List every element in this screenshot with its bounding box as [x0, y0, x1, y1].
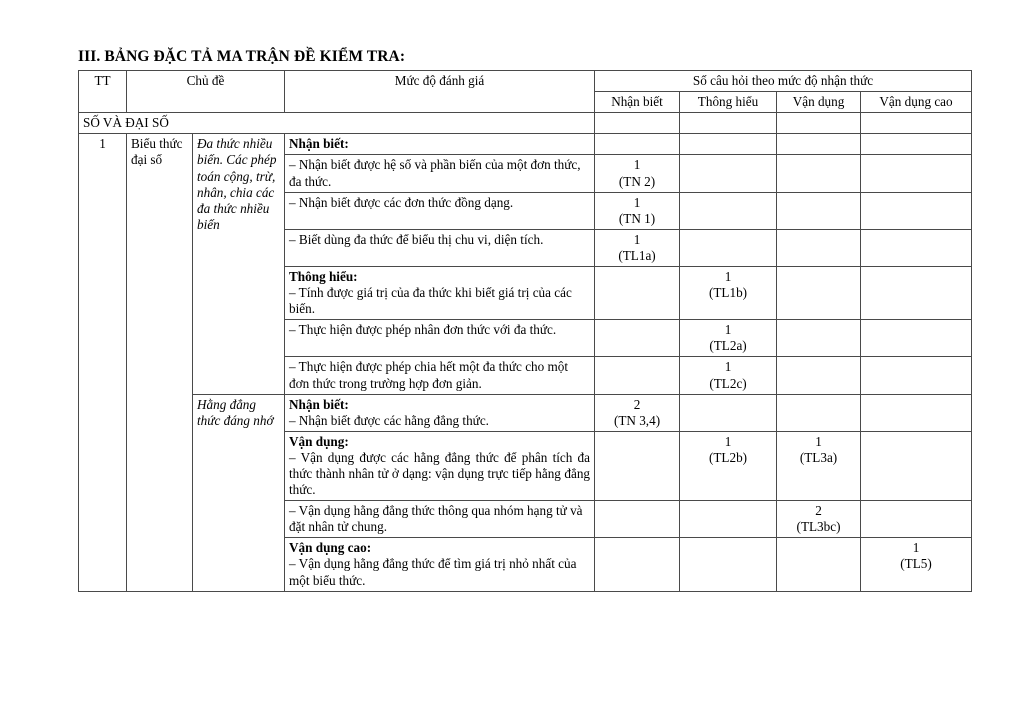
- cell-topic-name: Biểu thức đại số: [127, 134, 193, 591]
- cell-description: [285, 155, 595, 192]
- cell-count-nhan-biet: [595, 155, 680, 192]
- header-level-van-dung-cao: Vận dụng cao: [861, 92, 972, 113]
- cell-count-nhan-biet: [595, 357, 680, 394]
- cell-count-nhan-biet: [595, 320, 680, 357]
- cell-count-nhan-biet: [595, 192, 680, 229]
- cell-count-van-dung-cao: [861, 192, 972, 229]
- count-value: 1: [815, 433, 822, 449]
- section-banner-label: SỐ VÀ ĐẠI SỐ: [79, 113, 595, 134]
- count-code: (TL2a): [709, 338, 747, 354]
- header-row-primary: [79, 71, 972, 92]
- cell-count-thong-hieu: [680, 501, 777, 538]
- cell-count-van-dung-cao: [861, 155, 972, 192]
- count-value: 1: [724, 268, 732, 284]
- section-banner-nhan-biet: [595, 113, 680, 134]
- count-code: (TL1a): [618, 247, 656, 263]
- cell-description: [285, 431, 595, 500]
- cell-count-van-dung-cao: [861, 538, 972, 591]
- cell-count-nhan-biet: [595, 134, 680, 155]
- description-lead: Nhận biết:: [289, 396, 349, 412]
- header-topic: Chủ đề: [127, 71, 285, 113]
- table-row: [79, 394, 972, 431]
- count-value: 2: [633, 396, 641, 412]
- count-code: (TN 2): [618, 173, 656, 189]
- cell-count-van-dung-cao: [861, 357, 972, 394]
- cell-tt-number: 1: [79, 134, 127, 591]
- count-code: (TL2b): [708, 449, 748, 465]
- cell-count-thong-hieu: [680, 192, 777, 229]
- section-banner-thong-hieu: [680, 113, 777, 134]
- cell-count-van-dung-cao: [861, 229, 972, 266]
- cell-count-thong-hieu: [680, 229, 777, 266]
- count-value: 1: [633, 231, 641, 247]
- cell-count-thong-hieu: [680, 266, 777, 319]
- cell-count-van-dung: [777, 320, 861, 357]
- cell-count-van-dung: [777, 431, 861, 500]
- description-body: – Biết dùng đa thức để biểu thị chu vi, diện tích.: [289, 231, 544, 247]
- cell-description: [285, 357, 595, 394]
- cell-count-thong-hieu: [680, 155, 777, 192]
- description-lead: Thông hiểu:: [289, 268, 358, 284]
- cell-count-nhan-biet: [595, 431, 680, 500]
- cell-count-thong-hieu: [680, 394, 777, 431]
- count-value: 1: [724, 433, 732, 449]
- cell-description: [285, 192, 595, 229]
- cell-count-nhan-biet: [595, 266, 680, 319]
- table-header: [79, 71, 972, 113]
- cell-subtopic-polynomials: Đa thức nhiều biến. Các phép toán cộng, trừ, nhân, chia các đa thức nhiều biến: [193, 134, 285, 394]
- count-value: 1: [724, 359, 732, 375]
- cell-count-van-dung: [777, 357, 861, 394]
- description-body: – Thực hiện được phép nhân đơn thức với đa thức.: [289, 322, 557, 338]
- count-code: (TL1b): [708, 285, 748, 301]
- count-code: (TL3a): [799, 449, 838, 465]
- cell-count-nhan-biet: [595, 229, 680, 266]
- count-code: (TN 1): [618, 210, 656, 226]
- cell-count-van-dung: [777, 501, 861, 538]
- section-banner-van-dung-cao: [861, 113, 972, 134]
- description-lead: Vận dụng cao:: [289, 540, 372, 556]
- count-value: 1: [912, 540, 920, 556]
- count-value: 1: [724, 322, 732, 338]
- section-banner-row: [79, 113, 972, 134]
- cell-count-van-dung: [777, 155, 861, 192]
- page-title: III. BẢNG ĐẶC TẢ MA TRẬN ĐỀ KIỂM TRA:: [78, 48, 406, 65]
- count-code: (TN 3,4): [613, 412, 661, 428]
- count-value: 2: [815, 503, 822, 519]
- cell-count-nhan-biet: [595, 501, 680, 538]
- cell-count-nhan-biet: [595, 394, 680, 431]
- description-lead: Nhận biết:: [289, 136, 349, 152]
- cell-count-van-dung-cao: [861, 431, 972, 500]
- cell-count-thong-hieu: [680, 538, 777, 591]
- count-code: (TL2c): [709, 375, 747, 391]
- cell-count-van-dung: [777, 229, 861, 266]
- cell-count-van-dung: [777, 394, 861, 431]
- cell-description: [285, 266, 595, 319]
- header-level-nhan-biet: Nhận biết: [595, 92, 680, 113]
- cell-description: [285, 501, 595, 538]
- cell-description: [285, 320, 595, 357]
- cell-count-van-dung: [777, 192, 861, 229]
- count-value: 1: [633, 194, 641, 210]
- header-question-count-group: Số câu hỏi theo mức độ nhận thức: [595, 71, 972, 92]
- cell-count-thong-hieu: [680, 134, 777, 155]
- header-assessment-level: Mức độ đánh giá: [285, 71, 595, 113]
- description-body: – Vận dụng được các hằng đẳng thức để phân tích đa thức thành nhân tử ở dạng: vận dụng trực tiếp hằng đẳng thức.: [289, 449, 591, 498]
- cell-count-thong-hieu: [680, 431, 777, 500]
- table-row: [79, 134, 972, 155]
- cell-description: [285, 229, 595, 266]
- cell-count-van-dung-cao: [861, 134, 972, 155]
- description-body: – Thực hiện được phép chia hết một đa thức cho một đơn thức trong trường hợp đơn giản.: [289, 359, 569, 391]
- cell-count-nhan-biet: [595, 538, 680, 591]
- description-body: – Nhận biết được hệ số và phần biến của một đơn thức, đa thức.: [289, 157, 581, 189]
- cell-count-thong-hieu: [680, 357, 777, 394]
- description-body: – Nhận biết được các hằng đẳng thức.: [289, 412, 489, 428]
- header-level-van-dung: Vận dụng: [777, 92, 861, 113]
- description-body: – Nhận biết được các đơn thức đồng dạng.: [289, 194, 514, 210]
- cell-subtopic-identities: Hằng đẳng thức đáng nhớ: [193, 394, 285, 591]
- description-lead: Vận dụng:: [289, 433, 349, 449]
- table-body: [79, 113, 972, 591]
- cell-description: [285, 134, 595, 155]
- cell-count-van-dung-cao: [861, 394, 972, 431]
- cell-count-van-dung: [777, 134, 861, 155]
- cell-count-van-dung: [777, 266, 861, 319]
- description-body: – Tính được giá trị của đa thức khi biết giá trị của các biến.: [289, 285, 572, 317]
- description-body: – Vận dụng hằng đẳng thức để tìm giá trị nhỏ nhất của một biểu thức.: [289, 556, 577, 588]
- description-body: – Vận dụng hằng đẳng thức thông qua nhóm hạng tử và đặt nhân tử chung.: [289, 503, 583, 535]
- cell-count-van-dung-cao: [861, 501, 972, 538]
- count-value: 1: [633, 157, 641, 173]
- cell-count-van-dung-cao: [861, 266, 972, 319]
- header-level-thong-hieu: Thông hiểu: [680, 92, 777, 113]
- count-code: (TL3bc): [796, 519, 841, 535]
- cell-description: [285, 538, 595, 591]
- cell-count-van-dung: [777, 538, 861, 591]
- section-banner-van-dung: [777, 113, 861, 134]
- specification-matrix-table: [78, 70, 972, 592]
- cell-count-van-dung-cao: [861, 320, 972, 357]
- header-tt: TT: [79, 71, 127, 113]
- cell-count-thong-hieu: [680, 320, 777, 357]
- cell-description: [285, 394, 595, 431]
- count-code: (TL5): [900, 556, 932, 572]
